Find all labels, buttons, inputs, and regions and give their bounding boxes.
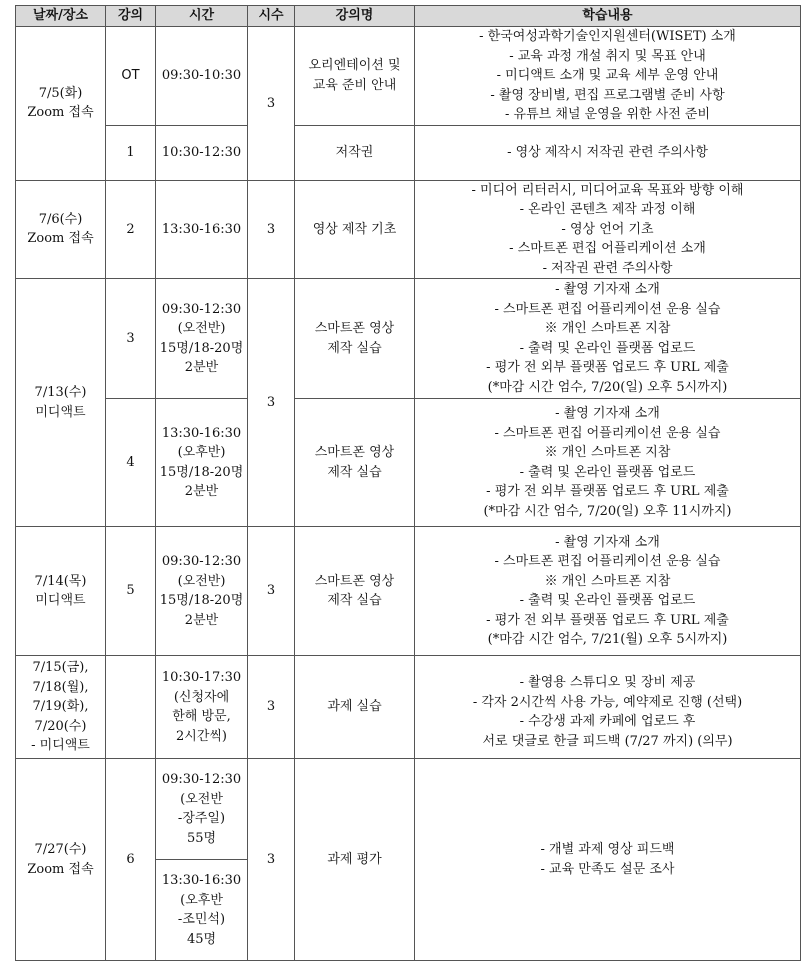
cell-line: 서로 댓글로 한글 피드백 (7/27 까지) (의무) [482,733,733,749]
date-cell [16,27,106,181]
cell-line: - 미디액트 [31,738,90,754]
cell-line: 교육 준비 안내 [312,77,397,93]
cell-line: - 각자 2시간씩 사용 가능, 예약제로 진행 (선택) [472,694,743,710]
table-row [16,759,801,860]
cell-line: 제작 실습 [327,464,382,480]
title-cell [295,399,415,527]
cell-line: - 스마트폰 편집 어플리케이션 운용 실습 [494,425,721,441]
cell-line: 2분반 [184,612,219,628]
cell-line: 09:30-12:30 [161,301,242,317]
cell-line: - 유튜브 채널 운영을 위한 사전 준비 [505,107,710,122]
cell-line: - 스마트폰 편집 어플리케이션 운용 실습 [494,554,721,569]
lecture-cell [106,656,156,759]
content-cell [415,759,801,961]
cell-line: - 교육 만족도 설문 조사 [540,861,675,877]
lecture-cell: 5 [106,527,156,656]
lecture-cell: OT [106,27,156,126]
cell-line: - 미디액트 소개 및 교육 세부 운영 안내 [496,68,719,83]
hours-cell: 3 [248,656,295,759]
cell-line: 2분반 [184,484,219,499]
cell-line: - 한국여성과학기술인지원센터(WISET) 소개 [479,29,736,44]
cell-line: 10:30-12:30 [161,144,242,160]
cell-line: 7/18(월), [32,679,89,695]
date-cell [16,180,106,279]
cell-line: ※ 개인 스마트폰 지참 [544,573,671,589]
cell-line: 2분반 [184,360,219,375]
date-cell [16,656,106,759]
cell-line: ※ 개인 스마트폰 지참 [544,321,671,336]
cell-line: - 촬영용 스튜디오 및 장비 제공 [519,675,696,690]
cell-line: (오후반) [177,445,226,460]
date-cell [16,527,106,656]
cell-line: 15명/18-20명 [159,340,244,356]
content-cell [415,180,801,279]
cell-line: 45명 [186,931,217,947]
table-row [16,399,801,527]
header-date: 날짜/장소 [16,6,106,27]
cell-line: -조민석) [177,912,226,927]
cell-line: - 출력 및 온라인 플랫폼 업로드 [519,464,696,480]
cell-line: - 개별 과제 영상 피드백 [540,842,675,857]
cell-line: Zoom 접속 [27,231,94,247]
cell-line: - 촬영 기자재 소개 [555,534,660,550]
table-row [16,656,801,759]
cell-line: - 미디어 리터러시, 미디어교육 목표와 방향 이해 [471,182,744,198]
cell-line: -장주일) [177,811,226,826]
title-cell [295,180,415,279]
cell-line: - 촬영 기자재 소개 [555,282,660,297]
cell-line: 13:30-16:30 [161,425,242,441]
cell-line: 스마트폰 영상 [314,573,395,589]
cell-line: 15명/18-20명 [159,464,244,480]
cell-line: 10:30-17:30 [161,670,242,685]
cell-line: 오리엔테이션 및 [308,58,401,74]
content-cell [415,656,801,759]
cell-line: Zoom 접속 [27,105,94,121]
time-cell [156,527,248,656]
cell-line: - 출력 및 온라인 플랫폼 업로드 [519,593,696,608]
cell-line: 09:30-12:30 [161,772,242,787]
cell-line: 과제 평가 [327,851,382,867]
cell-line: 7/14(목) [34,573,87,589]
table-row [16,279,801,399]
table-row [16,125,801,180]
hours-cell: 3 [248,527,295,656]
lecture-cell: 4 [106,399,156,527]
cell-line: 제작 실습 [327,593,382,608]
cell-line: ※ 개인 스마트폰 지참 [544,445,671,460]
time-cell [156,759,248,860]
cell-line: - 온라인 콘텐츠 제작 과정 이해 [519,202,696,217]
cell-line: - 출력 및 온라인 플랫폼 업로드 [519,340,696,356]
content-cell [415,399,801,527]
cell-line: (*마감 시간 엄수, 7/21(월) 오후 5시까지) [487,632,728,647]
cell-line: 스마트폰 영상 [314,445,395,460]
cell-line: (오전반) [177,573,226,589]
schedule-table [15,5,801,961]
cell-line: (신청자에 [173,689,230,705]
header-time: 시간 [156,6,248,27]
cell-line: - 스마트폰 편집 어플리케이션 운용 실습 [494,301,721,317]
header-lecture: 강의 [106,6,156,27]
cell-line: 2시간씩) [175,728,228,744]
time-cell [156,279,248,399]
cell-line: 09:30-12:30 [161,554,242,569]
cell-line: (오전반) [177,321,226,336]
cell-line: - 평가 전 외부 플랫폼 업로드 후 URL 제출 [486,612,729,628]
cell-line: - 촬영 기자재 소개 [555,406,660,421]
cell-line: - 평가 전 외부 플랫폼 업로드 후 URL 제출 [486,360,729,375]
content-cell [415,527,801,656]
hours-cell: 3 [248,27,295,181]
content-cell [415,125,801,180]
time-cell [156,180,248,279]
time-cell [156,27,248,126]
title-cell [295,656,415,759]
date-cell [16,759,106,961]
cell-line: - 영상 제작시 저작권 관련 주의사항 [507,144,708,160]
table-row [16,180,801,279]
cell-line: - 평가 전 외부 플랫폼 업로드 후 URL 제출 [486,484,729,499]
lecture-cell: 2 [106,180,156,279]
title-cell [295,279,415,399]
header-title: 강의명 [295,6,415,27]
time-cell [156,125,248,180]
header-row [16,6,801,27]
cell-line: 스마트폰 영상 [314,321,395,336]
header-content: 학습내용 [415,6,801,27]
cell-line: 7/27(수) [34,842,87,857]
time-cell [156,399,248,527]
cell-line: 7/13(수) [34,385,87,400]
date-cell [16,279,106,527]
cell-line: 7/20(수) [34,718,87,734]
time-cell [156,656,248,759]
cell-line: 7/6(수) [38,211,83,227]
cell-line: 55명 [186,830,217,846]
cell-line: 13:30-16:30 [161,221,242,237]
table-row [16,527,801,656]
hours-cell: 3 [248,759,295,961]
cell-line: 영상 제작 기초 [312,221,397,237]
lecture-cell: 3 [106,279,156,399]
cell-line: - 촬영 장비별, 편집 프로그램별 준비 사항 [490,87,725,103]
cell-line: Zoom 접속 [27,861,94,877]
title-cell [295,759,415,961]
cell-line: 15명/18-20명 [159,593,244,608]
cell-line: 과제 실습 [327,699,382,715]
cell-line: (*마감 시간 엄수, 7/20(일) 오후 5시까지) [487,379,728,395]
lecture-cell: 1 [106,125,156,180]
title-cell [295,527,415,656]
content-cell [415,279,801,399]
cell-line: 미디액트 [35,593,86,608]
cell-line: (오전반 [180,791,223,807]
header-hours: 시수 [248,6,295,27]
title-cell [295,125,415,180]
cell-line: 7/19(화), [32,699,89,715]
cell-line: - 수강생 과제 카페에 업로드 후 [519,714,696,729]
table-row [16,27,801,126]
cell-line: 미디액트 [35,404,86,420]
cell-line: (*마감 시간 엄수, 7/20(일) 오후 11시까지) [483,503,732,519]
cell-line: 제작 실습 [327,340,382,356]
cell-line: - 스마트폰 편집 어플리케이션 소개 [509,241,706,256]
time-cell [156,860,248,961]
cell-line: 13:30-16:30 [161,873,242,888]
cell-line: 09:30-10:30 [161,68,242,83]
title-cell [295,27,415,126]
cell-line: - 교육 과정 개설 취지 및 목표 안내 [509,48,706,64]
cell-line: 7/15(금), [32,660,89,676]
lecture-cell: 6 [106,759,156,961]
cell-line: 7/5(화) [38,85,83,101]
hours-cell: 3 [248,180,295,279]
content-cell [415,27,801,126]
cell-line: 저작권 [335,144,374,160]
cell-line: 한해 방문, [172,709,231,724]
cell-line: - 영상 언어 기초 [561,221,654,237]
cell-line: - 저작권 관련 주의사항 [542,260,673,276]
hours-cell: 3 [248,279,295,527]
cell-line: (오후반 [180,892,223,908]
